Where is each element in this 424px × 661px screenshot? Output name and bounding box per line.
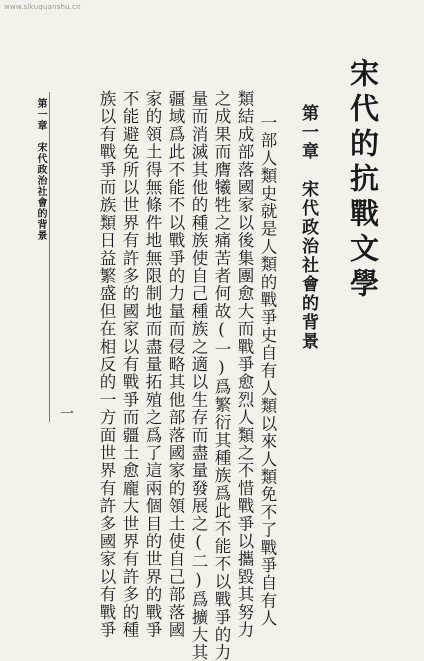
book-title: 宋代的抗戰文學: [346, 58, 380, 303]
chapter-heading: 第一章 宋代政治社會的背景: [298, 104, 318, 351]
body-line-4: 量而消滅其他的種族使自己種族之適以生存而盡量發展之(二)爲擴大其: [189, 90, 208, 661]
body-line-8: 族以有戰爭而族類日益繁盛但在相反的一方面世界有許多國家以有戰爭: [97, 90, 116, 639]
body-line-2: 類結成部落國家以後集團愈大而戰爭愈烈人類之不惜戰爭以攜毀其努力: [235, 90, 254, 639]
body-line-7: 不能避免所以世界有許多的國家以有戰爭而疆土愈龐大世界有許多的種: [120, 90, 139, 639]
watermark-text: www.sikuquanshu.cn: [4, 3, 81, 11]
body-line-5: 疆域爲此不能不以戰爭的力量而侵略其他部落國家的領土使自己部落國: [166, 90, 185, 639]
body-line-3: 之成果而膺犧牲之痛苦者何故(一)爲繁衍其種族爲此不能不以戰爭的力: [212, 90, 231, 661]
margin-rule: [49, 92, 50, 422]
body-line-6: 家的領土得無條件地無限制地而盡量拓殖之爲了這兩個目的世界的戰爭: [143, 90, 162, 639]
running-head: 第一章 宋代政治社會的背景: [35, 98, 46, 241]
page-number: 一: [58, 406, 74, 420]
body-line-1: 一部人類史就是人類的戰爭史自有人類以來人類免不了戰爭自有人: [258, 114, 277, 628]
